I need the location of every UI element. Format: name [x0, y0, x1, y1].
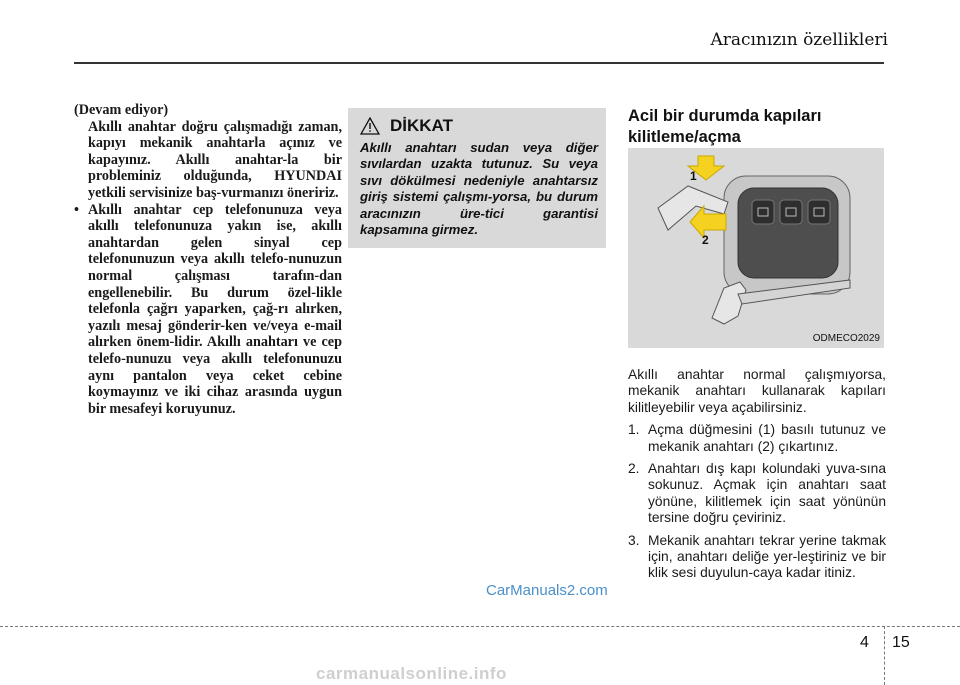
chapter-number: 4	[860, 634, 869, 651]
caution-header	[360, 116, 453, 136]
smart-key-paragraph: Akıllı anahtar doğru çalışmadığı zaman, kapıyı mekanik anahtarla açınız ve kapayınız. Akıllı anahtar-la bir probleminiz olduğunda, HYUNDAI yetkili servisinize baş-vurmanızı öneririz.	[88, 118, 342, 201]
phone-bullet	[74, 202, 342, 418]
footer-divider	[884, 626, 885, 685]
bullet-mark: •	[74, 201, 79, 218]
caution-box	[348, 108, 606, 248]
continued-label: (Devam ediyor)	[74, 102, 169, 118]
step-text: Mekanik anahtarı tekrar yerine takmak için, anahtarı deliğe yer-leştiriniz ve bir klik sesi duyulun-caya kadar itiniz.	[648, 532, 886, 581]
step-number: 1.	[628, 422, 640, 438]
left-column	[74, 102, 342, 417]
bullet-text: Akıllı anahtar cep telefonunuza veya akıllı telefonunuza yakın ise, akıllı anahtardan gelen sinyal cep telefonunuzun veya akıllı telefo-nunuzun normal çalışması tarafın-dan engellenebilir. Bu durum özel-likle telefonla çağrı yaparken, çağ-rı alırken, yazılı mesaj gönderir-ken ve/veya e-mail alırken önem-lidir. Akıllı anahtarı ve cep telefo-nunuzu veya akıllı telefonunuzu aynı pantalon veya ceket cebine koymayınız ve iki cihaz arasında uygun bir mesafeyi koruyunuz.	[88, 201, 342, 417]
step-text: Anahtarı dış kapı kolundaki yuva-sına sokunuz. Açmak için anahtarı saat yönüne, kilitlemek için saat yönünün tersine doğru çeviriniz.	[648, 461, 886, 526]
caution-title: DİKKAT	[390, 116, 453, 135]
step-item	[628, 422, 886, 455]
header-rule	[74, 62, 884, 64]
intro-paragraph: Akıllı anahtar normal çalışmıyorsa, mekanik anahtarı kullanarak kapıları kilitleyebilir veya açabilirsiniz.	[628, 367, 886, 415]
key-figure	[628, 148, 884, 348]
section-title: Aracınızın özellikleri	[710, 30, 888, 50]
callout-1: 1	[690, 169, 697, 183]
figure-code: ODMECO2029	[812, 333, 880, 344]
caution-text: Akıllı anahtarı sudan veya diğer sıvılardan uzakta tutunuz. Su veya sıvı dökülmesi nedeniyle anahtarsız giriş sistemi çalışmı-yorsa, bu durum aracınızın üre-tici garantisi kapsamına girmez.	[360, 140, 598, 238]
section-heading: Acil bir durumda kapıları kilitleme/açma	[628, 107, 822, 146]
smart-key-illustration	[628, 148, 884, 348]
step-item	[628, 461, 886, 527]
step-number: 2.	[628, 461, 640, 477]
warning-triangle-icon	[360, 117, 380, 135]
step-text: Açma düğmesini (1) basılı tutunuz ve mekanik anahtarı (2) çıkartınız.	[648, 422, 886, 454]
step-item	[628, 533, 886, 582]
footer-rule	[0, 626, 960, 627]
carmanuals-watermark[interactable]: CarManuals2.com	[486, 582, 608, 599]
page-number: 15	[892, 634, 910, 651]
right-column-text	[628, 367, 886, 588]
callout-2: 2	[702, 233, 709, 247]
footer-watermark[interactable]: carmanualsonline.info	[316, 664, 507, 683]
step-number: 3.	[628, 532, 640, 548]
